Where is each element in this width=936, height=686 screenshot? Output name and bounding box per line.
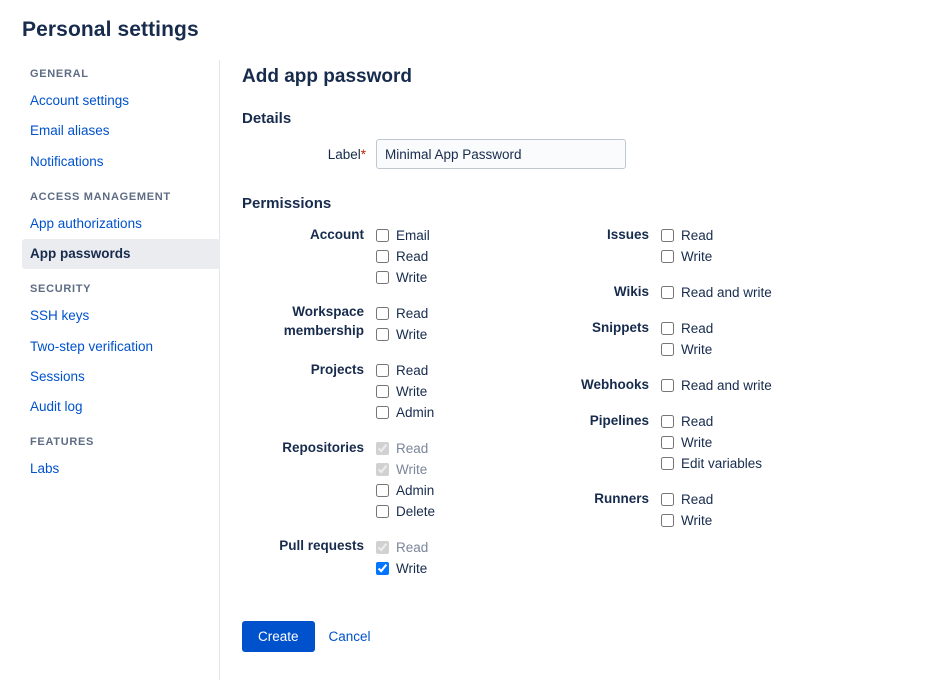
permission-option[interactable]	[376, 246, 430, 267]
permission-group	[242, 302, 527, 345]
label-field-label	[242, 147, 376, 162]
permission-option[interactable]	[376, 381, 434, 402]
permission-group	[242, 437, 527, 522]
permissions-section-title: Permissions	[242, 195, 332, 212]
permission-option[interactable]	[376, 459, 435, 480]
permission-option-label: Write	[396, 561, 428, 576]
settings-sidebar	[0, 60, 220, 680]
checkbox-account-read[interactable]	[376, 250, 389, 263]
checkbox-repositories-admin[interactable]	[376, 484, 389, 497]
permission-group-label: Workspace membership	[283, 304, 364, 338]
permission-option[interactable]	[376, 501, 435, 522]
permission-option-label: Write	[681, 249, 713, 264]
permission-option[interactable]	[661, 432, 762, 453]
permission-group-label: Runners	[594, 491, 649, 506]
permission-option-label: Read	[681, 492, 714, 507]
permission-option[interactable]	[661, 318, 713, 339]
permission-option[interactable]	[661, 453, 762, 474]
permission-option-label: Read	[396, 441, 429, 456]
permission-option-label: Write	[396, 462, 428, 477]
checkbox-repositories-delete[interactable]	[376, 505, 389, 518]
permission-group-label: Pull requests	[279, 538, 364, 553]
checkbox-issues-write[interactable]	[661, 250, 674, 263]
permission-option-label: Read	[396, 249, 429, 264]
permission-options	[661, 488, 713, 531]
checkbox-workspace-membership-read[interactable]	[376, 307, 389, 320]
sidebar-item-app-authorizations[interactable]: App authorizations	[30, 215, 142, 231]
permission-group	[527, 410, 827, 474]
permission-option[interactable]	[376, 267, 430, 288]
main-content	[220, 60, 936, 652]
permission-option-label: Write	[396, 327, 428, 342]
checkbox-repositories-write	[376, 463, 389, 476]
sidebar-item-sessions[interactable]: Sessions	[30, 368, 85, 384]
label-input[interactable]	[376, 139, 626, 169]
checkbox-projects-admin[interactable]	[376, 406, 389, 419]
checkbox-pipelines-edit-variables[interactable]	[661, 457, 674, 470]
permission-group	[527, 281, 827, 303]
permission-option-label: Read	[396, 363, 429, 378]
form-title: Add app password	[242, 66, 412, 87]
permission-group-label: Repositories	[282, 440, 364, 455]
sidebar-item-audit-log[interactable]: Audit log	[30, 399, 83, 414]
checkbox-workspace-membership-write[interactable]	[376, 328, 389, 341]
permission-option-label: Read	[681, 414, 714, 429]
sidebar-item-account-settings[interactable]: Account settings	[30, 93, 130, 108]
checkbox-wikis-read-and-write[interactable]	[661, 286, 674, 299]
sidebar-item-ssh-keys[interactable]: SSH keys	[30, 308, 90, 324]
permission-options	[376, 359, 434, 423]
checkbox-pipelines-read[interactable]	[661, 415, 674, 428]
sidebar-group-title: FEATURES	[30, 436, 95, 449]
sidebar-group-title: ACCESS MANAGEMENT	[30, 190, 171, 203]
permission-group	[242, 224, 527, 288]
permission-group-label: Webhooks	[580, 377, 649, 392]
permission-group	[527, 224, 827, 267]
page-title: Personal settings	[22, 18, 199, 41]
permission-option[interactable]	[661, 489, 713, 510]
permission-option-label: Admin	[396, 405, 435, 420]
permission-group-label: Account	[310, 227, 364, 242]
permission-options	[376, 536, 428, 579]
permission-option-label: Read	[681, 321, 714, 336]
settings-layout	[0, 60, 936, 680]
permissions-section	[242, 195, 916, 593]
permission-option-label: Read and write	[681, 285, 772, 300]
sidebar-group-title: GENERAL	[30, 68, 89, 80]
checkbox-account-email[interactable]	[376, 229, 389, 242]
permission-group-label: Wikis	[613, 284, 649, 299]
permissions-right-column	[527, 224, 827, 593]
permission-group	[242, 536, 527, 579]
checkbox-snippets-write[interactable]	[661, 343, 674, 356]
permissions-columns	[242, 224, 916, 593]
sidebar-group	[22, 191, 219, 270]
checkbox-runners-read[interactable]	[661, 493, 674, 506]
permission-option-label: Email	[396, 228, 430, 243]
checkbox-account-write[interactable]	[376, 271, 389, 284]
permission-options	[376, 437, 435, 522]
permission-option[interactable]	[376, 537, 428, 558]
checkbox-projects-read[interactable]	[376, 364, 389, 377]
permission-group-label: Snippets	[591, 320, 649, 335]
permission-options	[661, 410, 762, 474]
sidebar-group-title: SECURITY	[30, 283, 92, 296]
checkbox-projects-write[interactable]	[376, 385, 389, 398]
permission-option-label: Write	[681, 435, 713, 450]
permission-option[interactable]	[376, 438, 435, 459]
sidebar-group	[22, 68, 219, 177]
checkbox-snippets-read[interactable]	[661, 322, 674, 335]
sidebar-item-email-aliases[interactable]: Email aliases	[30, 123, 110, 139]
checkbox-repositories-read	[376, 442, 389, 455]
details-section	[242, 110, 916, 169]
permission-option-label: Admin	[396, 483, 435, 498]
details-section-title: Details	[242, 110, 292, 127]
permission-option[interactable]	[661, 411, 762, 432]
permission-group-label: Pipelines	[589, 413, 649, 428]
permission-option[interactable]	[661, 225, 713, 246]
permission-group-label: Issues	[606, 227, 649, 242]
checkbox-issues-read[interactable]	[661, 229, 674, 242]
sidebar-item-notifications[interactable]: Notifications	[30, 153, 104, 169]
permission-options	[376, 302, 428, 345]
permission-option[interactable]	[376, 402, 434, 423]
checkbox-webhooks-read-and-write[interactable]	[661, 379, 674, 392]
permission-option[interactable]	[376, 303, 428, 324]
permission-option[interactable]	[661, 339, 713, 360]
permission-option[interactable]	[661, 375, 772, 396]
create-button[interactable]: Create	[242, 621, 315, 652]
permission-option-label: Read	[396, 540, 429, 555]
sidebar-item-two-step-verification[interactable]: Two-step verification	[30, 338, 154, 354]
permission-options	[661, 224, 713, 267]
permission-option[interactable]	[661, 246, 713, 267]
permission-group	[527, 488, 827, 531]
sidebar-item-labs[interactable]: Labs	[30, 461, 60, 477]
permission-option[interactable]	[376, 324, 428, 345]
permission-option-label: Edit variables	[681, 456, 763, 471]
label-field-row	[242, 139, 916, 169]
permission-option-label: Write	[396, 270, 428, 285]
permission-options	[661, 281, 772, 303]
permission-option[interactable]	[376, 558, 428, 579]
permission-group	[527, 374, 827, 396]
permission-group-label: Projects	[310, 362, 364, 377]
permissions-left-column	[242, 224, 527, 593]
permission-option-label: Write	[396, 384, 428, 399]
permission-option-label: Read and write	[681, 378, 772, 393]
permission-option-label: Delete	[396, 504, 436, 519]
checkbox-pipelines-write[interactable]	[661, 436, 674, 449]
sidebar-item-app-passwords[interactable]: App passwords	[22, 239, 220, 269]
permission-option[interactable]	[376, 225, 430, 246]
checkbox-pull-requests-write[interactable]	[376, 562, 389, 575]
permission-option[interactable]	[661, 282, 772, 303]
permission-options	[376, 224, 430, 288]
form-actions	[242, 621, 916, 652]
permission-option[interactable]	[376, 360, 434, 381]
permission-option[interactable]	[661, 510, 713, 531]
sidebar-group	[22, 436, 219, 484]
permission-option[interactable]	[376, 480, 435, 501]
checkbox-runners-write[interactable]	[661, 514, 674, 527]
permission-group	[242, 359, 527, 423]
label-field-label-text: Label	[327, 146, 361, 162]
permission-option-label: Read	[396, 306, 429, 321]
sidebar-group	[22, 283, 219, 422]
permission-group	[527, 317, 827, 360]
permission-option-label: Write	[681, 513, 713, 528]
permission-options	[661, 374, 772, 396]
cancel-link[interactable]: Cancel	[328, 629, 371, 644]
permission-option-label: Write	[681, 342, 713, 357]
permission-options	[661, 317, 713, 360]
permission-option-label: Read	[681, 228, 714, 243]
required-marker: *	[360, 146, 366, 162]
checkbox-pull-requests-read	[376, 541, 389, 554]
